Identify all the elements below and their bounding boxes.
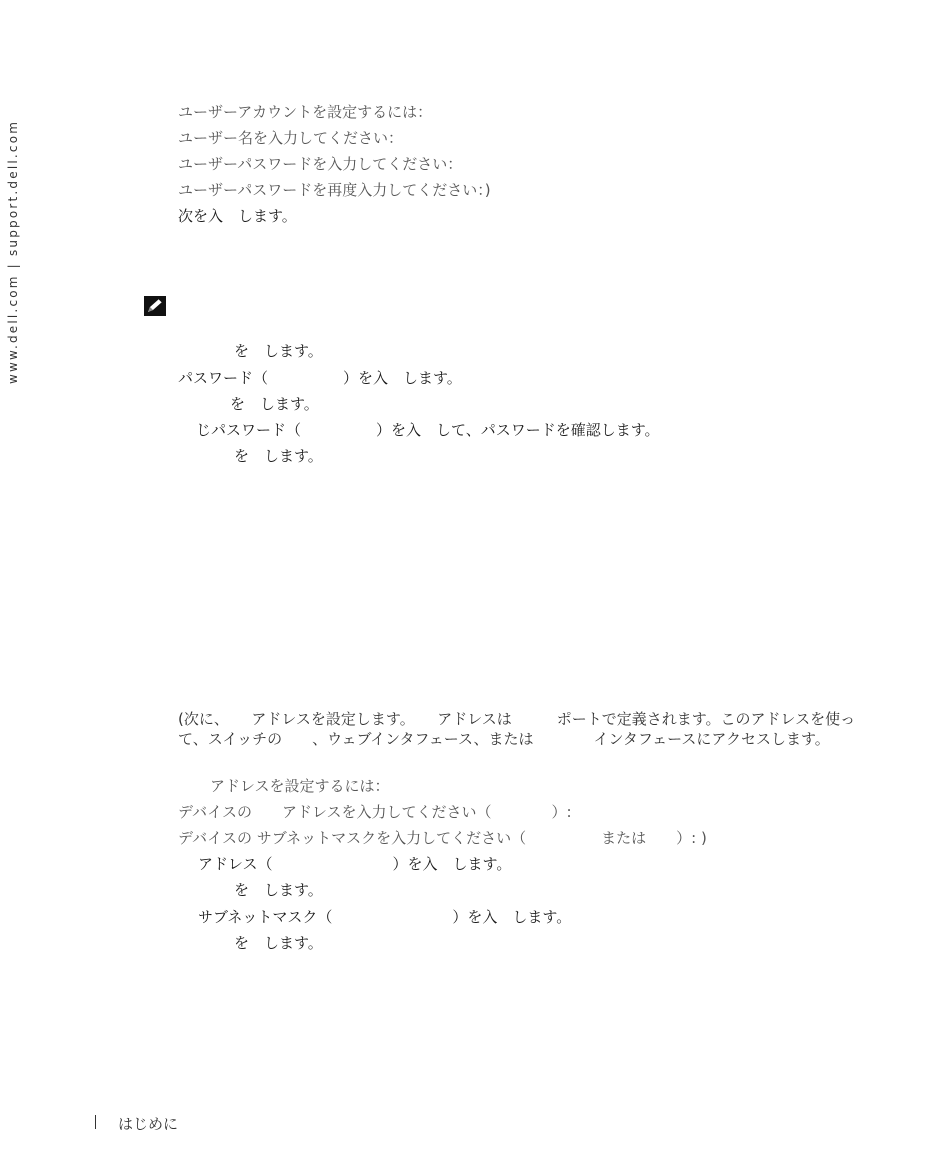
- side-url: www.dell.com | support.dell.com: [6, 119, 20, 384]
- user-account-heading: ユーザーアカウントを設定するには：: [178, 103, 433, 121]
- subnet-mask-prompt: デバイスの サブネットマスクを入力してください（ または ）: ): [178, 829, 707, 847]
- username-prompt: ユーザー名を入力してください：: [178, 129, 404, 147]
- enter-next-step: 次を入 します。: [178, 207, 297, 225]
- ip-address-prompt: デバイスの アドレスを入力してください（ ）:: [178, 803, 572, 821]
- step-subnet-enter: サブネットマスク（ ）を入 します。: [198, 908, 572, 926]
- password-prompt: ユーザーパスワードを入力してください：: [178, 155, 463, 173]
- ip-setup-heading: アドレスを設定するには：: [210, 777, 390, 795]
- ip-intro-paragraph: (次に、 アドレスを設定します。 アドレスは ポートで定義されます。このアドレスを使って、スイッチの 、ウェブインタフェース、または インタフェースにアクセスします。: [178, 710, 856, 748]
- step-password-confirm: じパスワード（ ）を入 して、パスワードを確認します。: [196, 421, 660, 439]
- step-press-1: を します。: [234, 342, 323, 360]
- step-ip-enter: アドレス（ ）を入 します。: [198, 855, 512, 873]
- step-password-enter: パスワード（ ）を入 します。: [178, 369, 462, 387]
- password-reenter-prompt: ユーザーパスワードを再度入力してください：): [178, 181, 491, 199]
- step-press-4: を します。: [234, 881, 323, 899]
- step-press-2: を します。: [230, 395, 319, 413]
- footer-divider: [95, 1115, 96, 1129]
- footer-section-title: はじめに: [118, 1115, 179, 1133]
- step-press-3: を します。: [234, 447, 323, 465]
- pencil-note-icon: [143, 295, 167, 317]
- step-press-5: を します。: [234, 934, 323, 952]
